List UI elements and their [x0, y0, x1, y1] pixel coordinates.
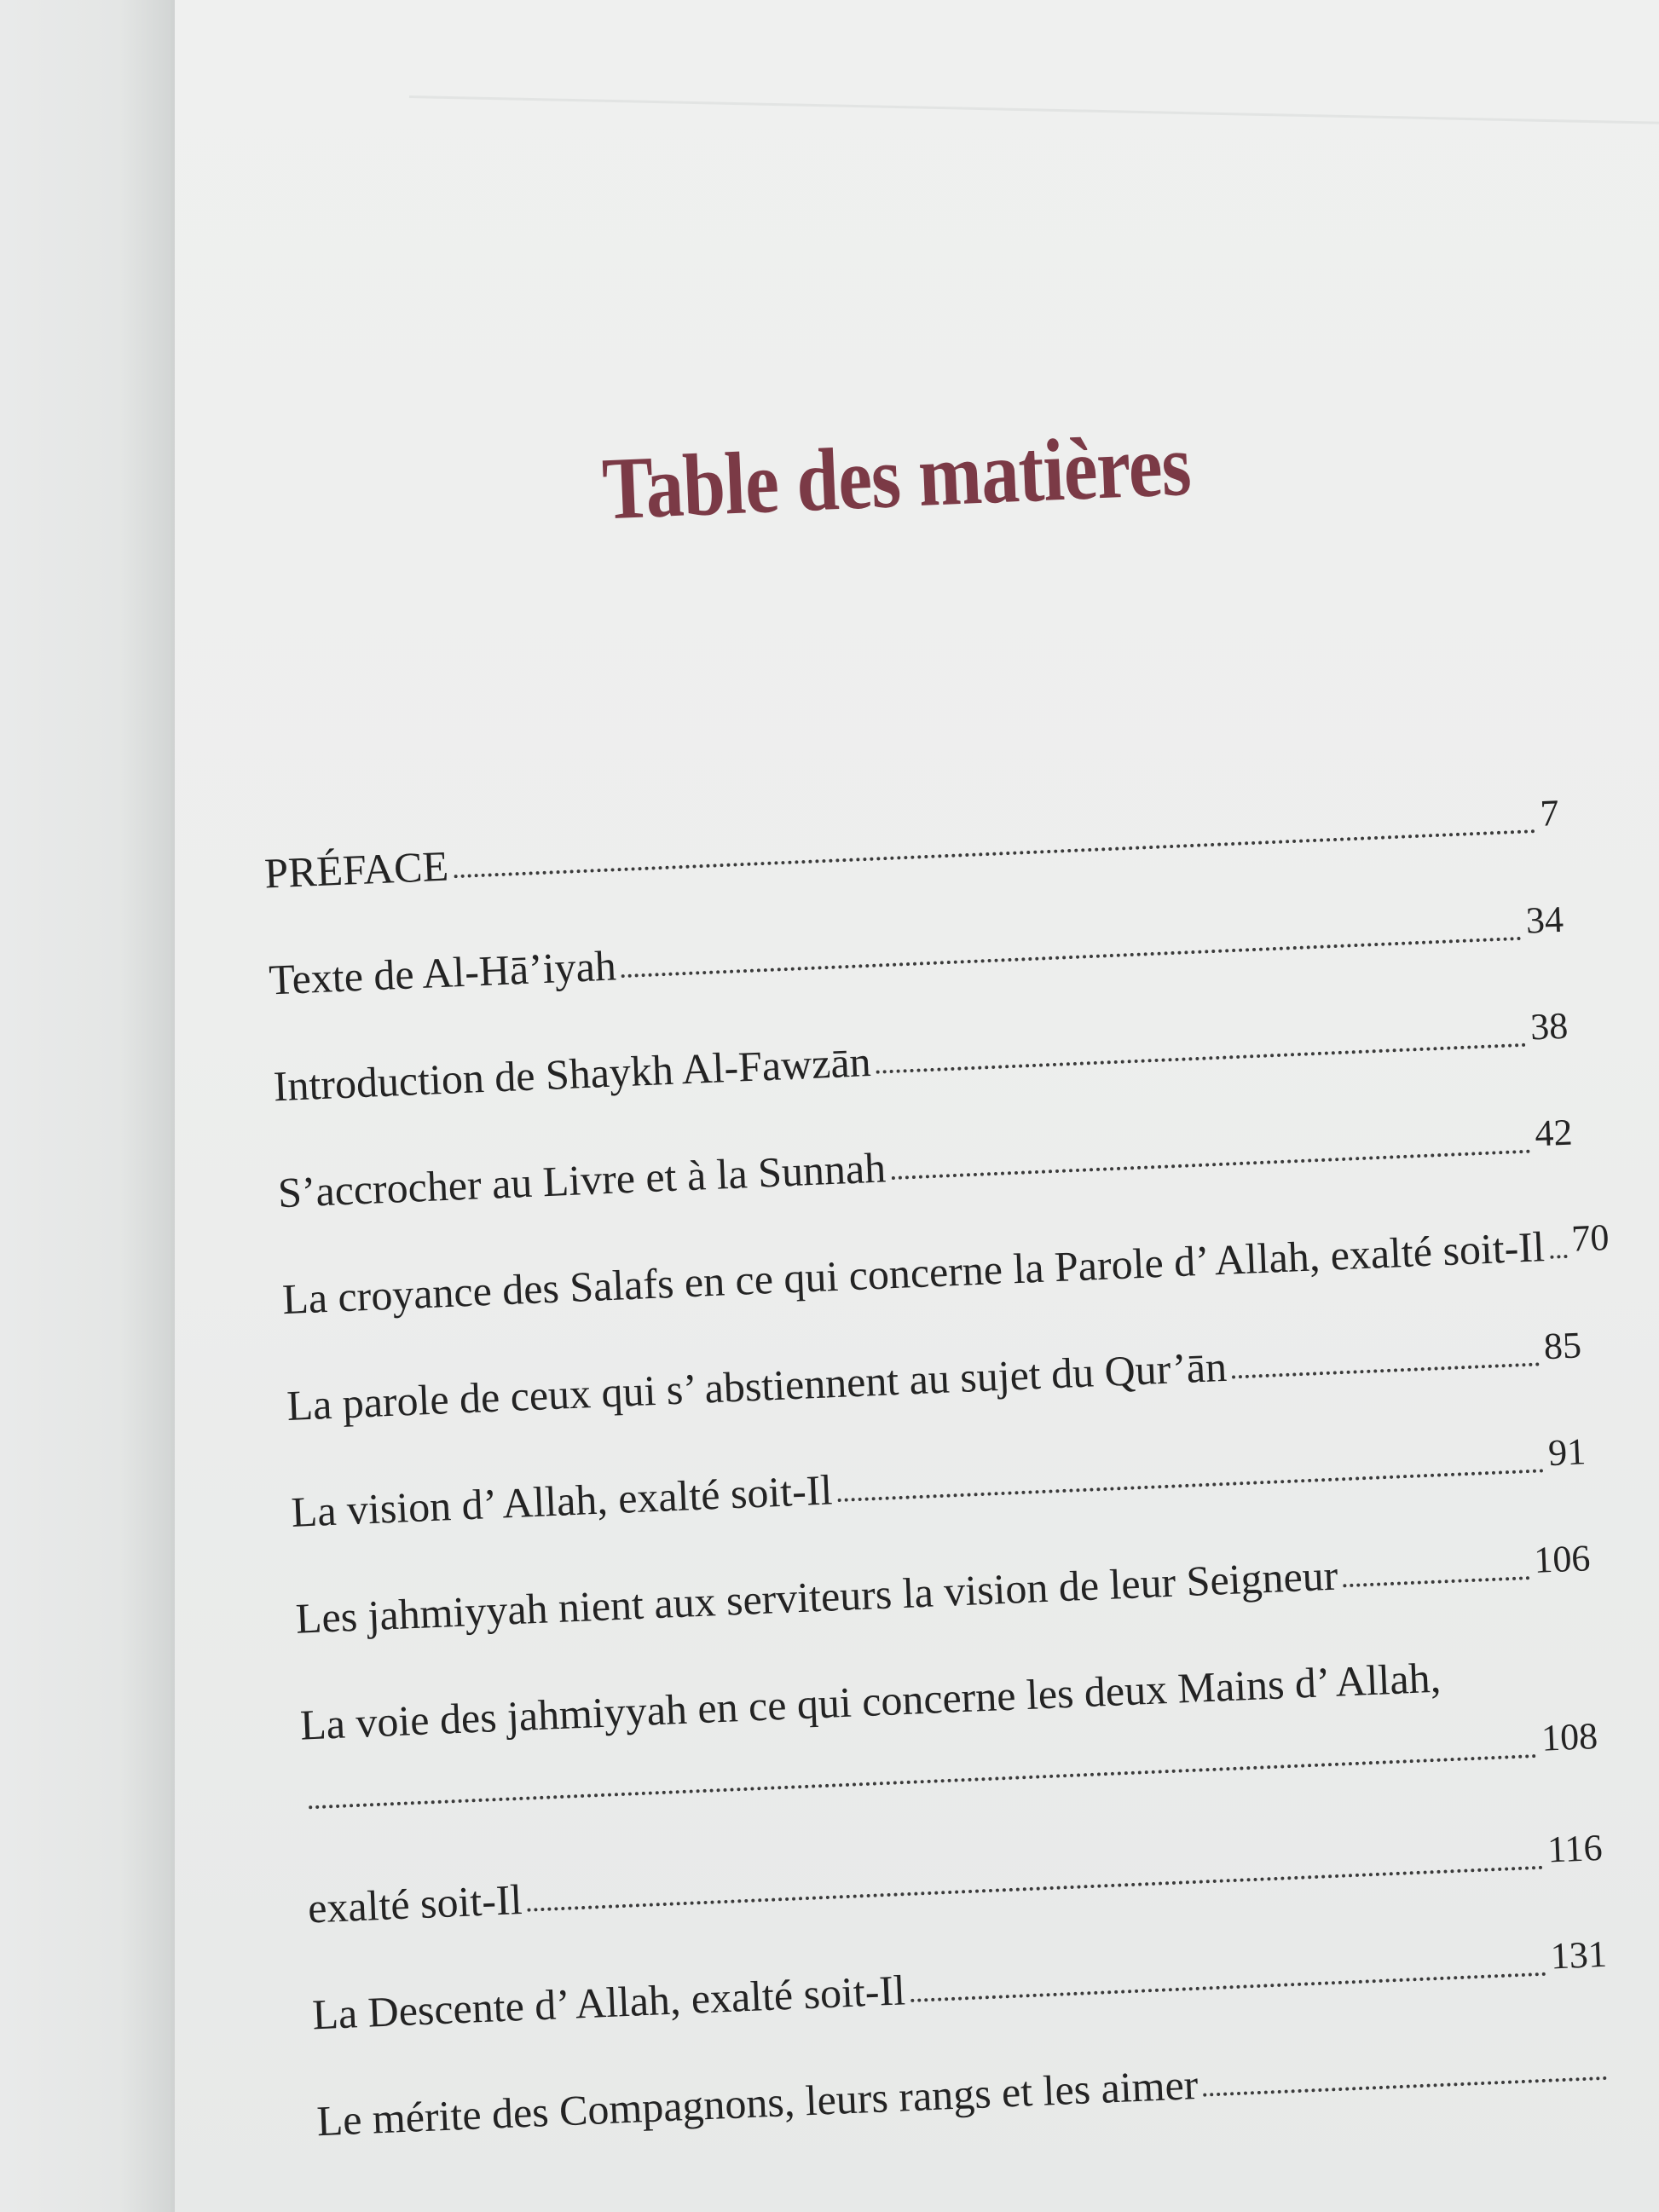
- toc-entry-title: La parole de ceux qui s’ abstiennent au sujet du Qur’ān: [286, 1342, 1228, 1430]
- toc-entry-page: 34: [1524, 898, 1564, 942]
- toc-entry-page: 42: [1534, 1111, 1574, 1155]
- toc-entry-page: 106: [1533, 1537, 1592, 1581]
- header-rule: [409, 95, 1659, 124]
- page-title: Table des matières: [600, 415, 1193, 539]
- toc-entry-title: exalté soit-Il: [307, 1875, 523, 1932]
- toc-entry-title: La voie des jahmiyyah en ce qui concerne les deux Mains d’ Allah,: [299, 1653, 1442, 1749]
- toc-entry-title: La Descente d’ Allah, exalté soit-Il: [311, 1966, 907, 2039]
- toc-entry-page: 38: [1529, 1004, 1569, 1048]
- toc-entry-page: 7: [1539, 791, 1560, 835]
- toc-entry-page: 108: [1540, 1715, 1599, 1759]
- toc-entry-title: La croyance des Salafs en ce qui concerne la Parole d’ Allah, exalté soit-Il: [281, 1222, 1546, 1324]
- dot-leader: [1550, 1255, 1567, 1259]
- toc-entry-title: Le mérite des Compagnons, leurs rangs et les aimer: [315, 2059, 1199, 2146]
- dot-leader: [1344, 1576, 1530, 1587]
- toc-entry-title: Introduction de Shaykh Al-Fawzān: [272, 1037, 872, 1111]
- toc-entry-page: 116: [1546, 1826, 1604, 1871]
- toc-entry-title: S’accrocher au Livre et à la Sunnah: [276, 1143, 887, 1217]
- toc-entry-title: Texte de Al-Hā’iyah: [268, 941, 617, 1004]
- toc-entry-page: 91: [1547, 1430, 1587, 1475]
- dot-leader: [1232, 1362, 1540, 1378]
- toc-entry-title: Les jahmiyyah nient aux serviteurs la vision de leur Seigneur: [294, 1551, 1339, 1643]
- toc-entry-page: 70: [1570, 1216, 1610, 1260]
- toc-entry-page: 85: [1542, 1324, 1582, 1368]
- toc-entry-title: PRÉFACE: [263, 841, 450, 898]
- toc-entry-title: La vision d’ Allah, exalté soit-Il: [290, 1465, 834, 1536]
- facing-page-edge: [0, 0, 171, 2212]
- toc-entry-page: 131: [1549, 1932, 1608, 1978]
